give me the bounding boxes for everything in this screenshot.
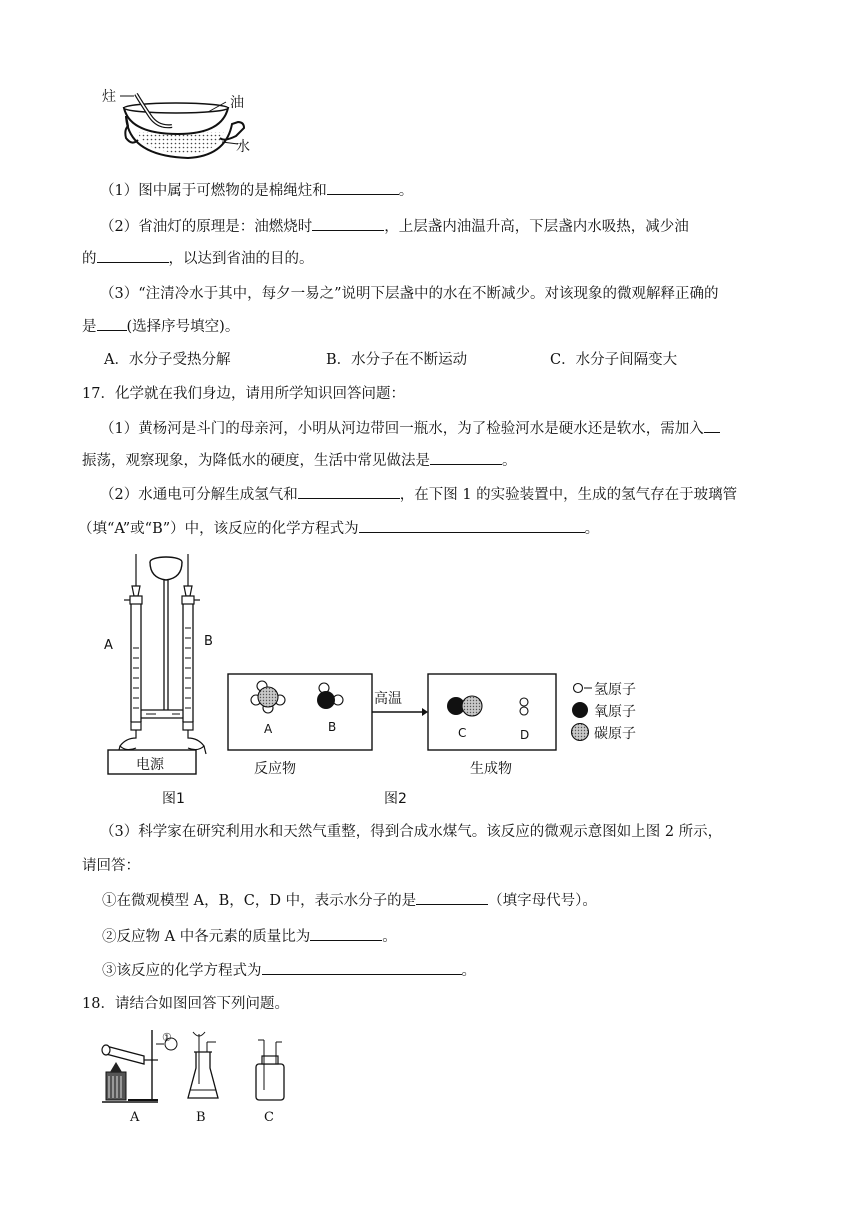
figure-1-caption: 图1 (162, 791, 185, 807)
q18-stem: 18．请结合如图回答下列问题。 (82, 996, 289, 1012)
answer-blank[interactable] (97, 248, 169, 263)
answer-blank[interactable] (298, 484, 400, 499)
q16-part2: （2）省油灯的原理是：油燃烧时 ，上层盏内油温升高，下层盏内水吸热，减少油 (100, 216, 689, 237)
legend-carbon: 碳原子 (594, 726, 636, 742)
molecule-c-label: C (458, 726, 467, 740)
legend-hydrogen: 氢原子 (594, 682, 636, 698)
answer-blank[interactable] (704, 418, 720, 433)
electrolysis-drawing (96, 552, 246, 808)
q17-part3-cont: 请回答： (82, 858, 140, 874)
answer-blank[interactable] (310, 926, 382, 941)
apparatus-b-label: B (196, 1110, 206, 1125)
molecule-d-label: D (520, 728, 530, 742)
apparatus-c-label: C (264, 1110, 274, 1125)
option-b[interactable]: B．水分子在不断运动 (326, 352, 468, 368)
q16-part3-cont: 是 (选择序号填空)。 (82, 316, 239, 337)
q17-sub3: ③该反应的化学方程式为 。 (102, 960, 476, 981)
answer-blank[interactable] (430, 450, 502, 465)
q17-sub1: ①在微观模型 A，B，C，D 中，表示水分子的是 （填字母代号）。 (102, 890, 597, 911)
option-a[interactable]: A．水分子受热分解 (104, 352, 231, 368)
answer-blank[interactable] (97, 316, 127, 331)
molecule-b-label: B (328, 720, 337, 734)
wick-label: 炷 (102, 89, 116, 105)
water-label: 水 (236, 139, 250, 155)
answer-blank[interactable] (262, 960, 462, 975)
oil-lamp-figure (98, 86, 258, 166)
figure-3-apparatus (96, 1024, 306, 1132)
figure-2-reaction (226, 666, 666, 808)
molecule-a-label: A (264, 722, 273, 736)
legend-oxygen: 氧原子 (594, 704, 636, 720)
q17-stem: 17．化学就在我们身边，请用所学知识回答问题： (82, 386, 405, 402)
option-c[interactable]: C．水分子间隔变大 (550, 352, 678, 368)
q17-part1-cont: 振荡，观察现象，为降低水的硬度，生活中常见做法是 。 (82, 450, 517, 471)
tube-b-label: B (204, 634, 213, 649)
products-label: 生成物 (470, 761, 512, 777)
q17-sub2: ②反应物 A 中各元素的质量比为 。 (102, 926, 397, 947)
tube-mark-1: ① (162, 1031, 172, 1044)
reaction-condition: 高温 (374, 691, 402, 707)
q16-part1: （1）图中属于可燃物的是棉绳炷和 。 (100, 180, 413, 201)
answer-blank[interactable] (359, 518, 585, 533)
q16-part3: （3）“注清冷水于其中，每夕一易之”说明下层盏中的水在不断减少。对该现象的微观解释正确的 (100, 286, 719, 302)
oil-label: 油 (230, 95, 244, 111)
q17-part3: （3）科学家在研究利用水和天然气重整，得到合成水煤气。该反应的微观示意图如上图 2 所示， (100, 824, 723, 840)
power-source-label: 电源 (136, 757, 164, 773)
figure-2-caption: 图2 (384, 791, 407, 807)
tube-a-label: A (104, 638, 113, 653)
q17-part2-cont: （填“A”或“B”）中，该反应的化学方程式为 。 (78, 518, 599, 539)
apparatus-a-label: A (130, 1110, 140, 1125)
q17-part1: （1）黄杨河是斗门的母亲河，小明从河边带回一瓶水，为了检验河水是硬水还是软水，需加入 (100, 418, 720, 439)
answer-blank[interactable] (312, 216, 384, 231)
q16-part2-cont: 的 ，以达到省油的目的。 (82, 248, 314, 269)
q16-options (104, 350, 678, 370)
answer-blank[interactable] (327, 180, 399, 195)
q17-part2: （2）水通电可分解生成氢气和 ，在下图 1 的实验装置中，生成的氢气存在于玻璃管 (100, 484, 737, 505)
reactants-label: 反应物 (254, 761, 296, 777)
answer-blank[interactable] (416, 890, 488, 905)
figure-1-electrolysis (96, 552, 246, 808)
